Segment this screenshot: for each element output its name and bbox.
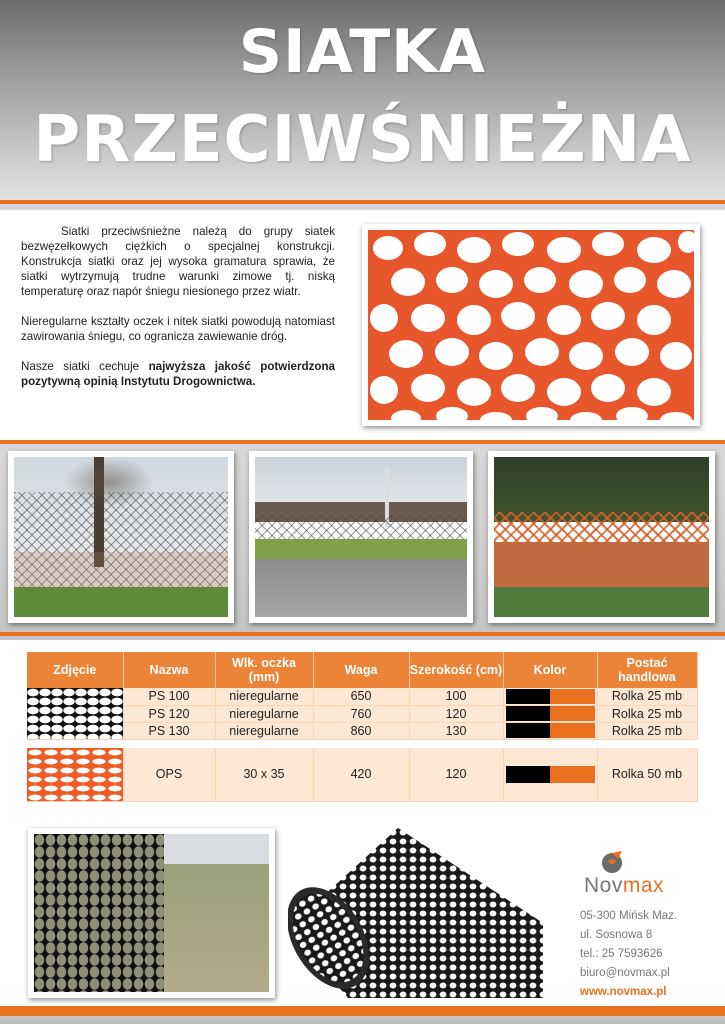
color-black-swatch: [506, 723, 551, 738]
cell-color: [503, 748, 597, 802]
cell-width: 130: [409, 722, 503, 739]
mesh-roll-photo: [288, 828, 543, 998]
color-orange-swatch: [550, 706, 595, 721]
contact-info: [580, 907, 677, 1002]
cell-name: PS 120: [123, 705, 215, 722]
divider-orange-bottom: [0, 632, 725, 636]
phone-number: tel.: 25 7593626: [580, 948, 663, 960]
intro-paragraph-1: Siatki przeciwśnieżne należą do grupy siatek bezwęzełkowych ciężkich o specjalnej konstrukcji. Konstrukcja siatki oraz jej wysoka gramatura sprawia, że siatki wytrzymują trudne warunki zimowe tj. niską temperaturę oraz napór śniegu niesionego przez wiatr.: [21, 225, 335, 298]
table-header-row: [27, 652, 697, 688]
road-surface: [255, 559, 467, 617]
table-row: [27, 722, 697, 739]
header-grey-stripe: [0, 204, 725, 210]
cell-name: OPS: [123, 748, 215, 802]
product-table: [27, 652, 697, 802]
orange-mesh-photo: [362, 224, 700, 426]
orange-fence-foreground: [494, 542, 709, 587]
table-row: [27, 688, 697, 705]
novmax-logo: Novmax: [584, 874, 665, 897]
cell-mesh: 30 x 35: [215, 748, 313, 802]
email-address[interactable]: biuro@novmax.pl: [580, 967, 670, 979]
cell-color: [503, 705, 597, 722]
header-banner: [0, 0, 725, 203]
fence-photo-1: [8, 451, 234, 623]
cell-width: 120: [409, 705, 503, 722]
color-black-swatch: [506, 766, 551, 783]
road-fence-photo: [249, 451, 473, 623]
title-line-1: SIATKA: [238, 17, 487, 87]
cell-weight: 650: [313, 688, 409, 705]
roadside-fence: [255, 515, 467, 539]
intro-paragraph-2: Nieregularne kształty oczek i nitek siatki powodują natomiast zawirowania śniegu, co ogranicza zawiewanie dróg.: [21, 315, 335, 343]
cell-width: 100: [409, 688, 503, 705]
novmax-logo-icon: [600, 849, 628, 875]
color-orange-swatch: [550, 723, 595, 738]
black-snow-fence: [34, 834, 164, 992]
cell-form: Rolka 50 mb: [597, 748, 697, 802]
cell-mesh: nieregularne: [215, 688, 313, 705]
cell-color: [503, 688, 597, 705]
address-line-2: ul. Sosnowa 8: [580, 929, 653, 941]
color-black-swatch: [506, 706, 551, 721]
cell-mesh: nieregularne: [215, 705, 313, 722]
intro-paragraph-3: Nasze siatki cechuje najwyższa jakość potwierdzona pozytywną opinią Instytutu Drogownictwa.: [21, 360, 335, 388]
cell-weight: 760: [313, 705, 409, 722]
intro-highlight: najwyższa jakość potwierdzona pozytywną opinią Instytutu Drogownictwa.: [21, 360, 335, 388]
header-form: Postać handlowa: [597, 652, 697, 688]
cell-color: [503, 722, 597, 739]
header-photo: Zdjęcie: [27, 652, 123, 688]
color-orange-swatch: [550, 766, 595, 783]
footer-stripe: [0, 1006, 725, 1024]
cell-form: Rolka 25 mb: [597, 688, 697, 705]
color-orange-swatch: [550, 689, 595, 704]
color-black-swatch: [506, 689, 551, 704]
table-row: [27, 705, 697, 722]
ps-black-mesh-thumbnail: [27, 688, 123, 740]
cell-form: Rolka 25 mb: [597, 722, 697, 739]
cell-name: PS 130: [123, 722, 215, 739]
header-width: Szerokość (cm): [409, 652, 503, 688]
cell-weight: 860: [313, 722, 409, 739]
orange-mesh-pattern: [368, 230, 694, 420]
ops-orange-mesh-thumbnail: [27, 748, 123, 802]
black-fence-field-photo: [28, 828, 275, 998]
header-name: Nazwa: [123, 652, 215, 688]
cell-width: 120: [409, 748, 503, 802]
orange-snow-fence: [494, 512, 709, 542]
table-row: [27, 748, 697, 802]
header-mesh: Wlk. oczka (mm): [215, 652, 313, 688]
title-line-2: PRZECIWŚNIEŻNA: [33, 103, 692, 177]
cell-weight: 420: [313, 748, 409, 802]
table-spacer-row: [27, 740, 697, 748]
website-link[interactable]: www.novmax.pl: [580, 986, 667, 998]
cell-mesh: nieregularne: [215, 722, 313, 739]
header-color: Kolor: [503, 652, 597, 688]
orange-fence-photo: [488, 451, 715, 623]
header-weight: Waga: [313, 652, 409, 688]
cell-name: PS 100: [123, 688, 215, 705]
address-line-1: 05-300 Mińsk Maz.: [580, 910, 678, 922]
intro-text: [21, 224, 335, 404]
cell-form: Rolka 25 mb: [597, 705, 697, 722]
